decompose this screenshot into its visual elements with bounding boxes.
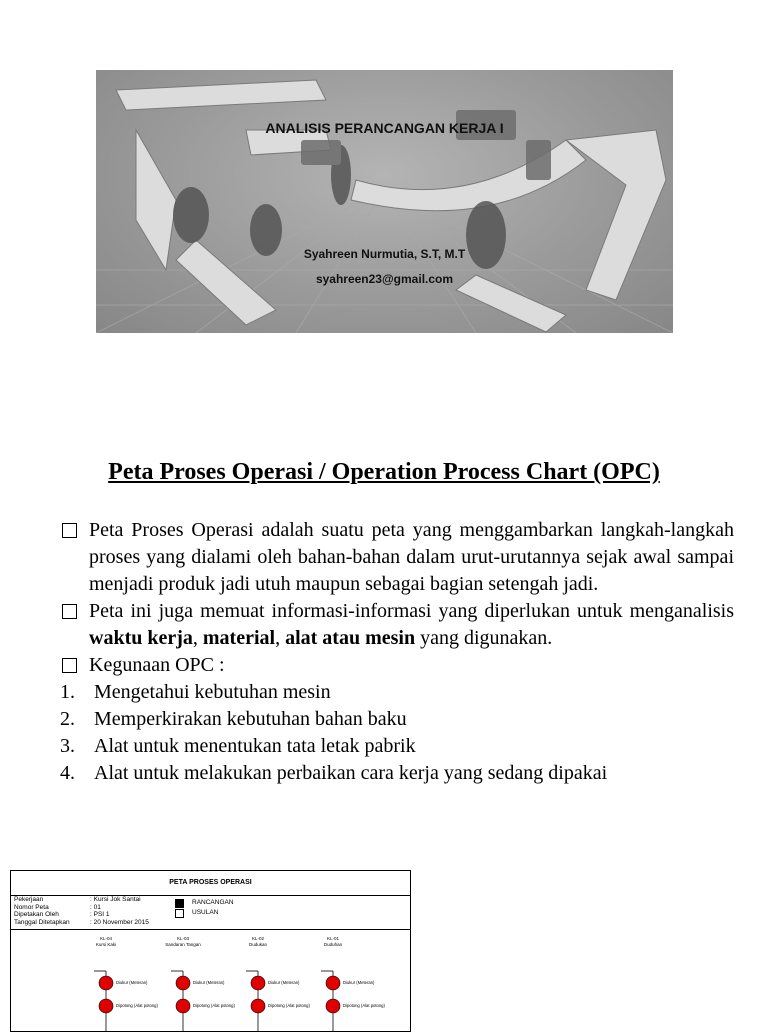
legend-swatch <box>175 909 184 918</box>
bullet-bold-term: waktu kerja <box>89 627 193 649</box>
item-number: 4. <box>60 762 75 784</box>
numbered-item <box>62 679 734 706</box>
slide-email: syahreen23@gmail.com <box>315 272 454 286</box>
opc-info-label: Nomor Peta <box>14 903 49 911</box>
numbered-item <box>62 760 734 787</box>
item-text: Mengetahui kebutuhan mesin <box>94 681 331 703</box>
checkbox-square-icon <box>62 604 77 619</box>
opc-operation-circle <box>326 999 340 1013</box>
opc-info-label: Dipetakan Oleh <box>14 911 59 918</box>
opc-operation-circle <box>99 976 113 990</box>
legend-item <box>175 908 234 918</box>
office-render-background <box>96 70 673 333</box>
opc-column-code: KL-04 <box>99 936 113 941</box>
slide-title: ANALISIS PERANCANGAN KERJA I <box>265 120 504 136</box>
opc-info-value: : 20 November 2015 <box>90 918 149 926</box>
opc-divider <box>11 929 410 930</box>
opc-operation-label: Diukur (Meteran) <box>116 980 148 985</box>
title-slide <box>96 70 673 333</box>
opc-process-diagram <box>11 931 410 1031</box>
slide-author: Syahreen Nurmutia, S.T, M.T <box>303 247 466 261</box>
opc-info-label: Pekerjaan <box>14 896 44 903</box>
opc-info-row <box>14 911 149 919</box>
bullet-item <box>62 598 734 652</box>
opc-operation-circle <box>99 999 113 1013</box>
opc-operation-label: Dipotong (Alat potong) <box>116 1003 158 1008</box>
bullet-item <box>62 652 734 679</box>
checkbox-square-icon <box>62 523 77 538</box>
opc-operation-label: Diukur (Meteran) <box>343 980 375 985</box>
legend-item <box>175 898 234 908</box>
opc-info-row <box>14 896 149 904</box>
opc-info-label: Tanggal Ditetapkan <box>14 918 70 926</box>
checkbox-square-icon <box>62 658 77 673</box>
legend-swatch <box>175 899 184 908</box>
item-number: 2. <box>60 708 75 730</box>
opc-operation-label: Dipotong (Alat potong) <box>193 1003 235 1008</box>
opc-column-code: KL-03 <box>176 936 190 941</box>
bullet-text-prefix: Peta ini juga memuat informasi-informasi yang diperlukan untuk menganalisis <box>89 600 734 622</box>
legend-label: RANCANGAN <box>192 899 234 906</box>
opc-operation-label: Dipotong (Alat potong) <box>343 1003 385 1008</box>
bullet-item <box>62 517 734 598</box>
opc-operation-circle <box>176 976 190 990</box>
opc-column-code: KL-01 <box>326 936 340 941</box>
opc-column-name: Duduhan <box>323 942 343 947</box>
opc-info-value: : 01 <box>90 903 101 911</box>
bullet-text: Peta Proses Operasi adalah suatu peta yang menggambarkan langkah-langkah proses yang dialami oleh bahan-bahan dalam urut-urutannya sejak awal sampai menjadi produk jadi utuh maupun sebagai bagian setengah jadi. <box>89 519 734 595</box>
opc-column-name: Dudukan <box>248 942 268 947</box>
bullet-text-suffix: yang digunakan. <box>415 627 553 649</box>
opc-operation-label: Dipotong (Alat potong) <box>268 1003 310 1008</box>
item-number: 3. <box>60 735 75 757</box>
opc-column-name: Kursi Kaki <box>95 942 117 947</box>
numbered-item <box>62 706 734 733</box>
opc-operation-label: Diukur (Meteran) <box>268 980 300 985</box>
opc-operation-circle <box>251 999 265 1013</box>
opc-column-name: Sandaran Tangan <box>165 942 201 947</box>
opc-info-value: : Kursi Jok Santai <box>90 896 141 903</box>
bullet-separator: , <box>275 627 286 649</box>
item-text: Alat untuk menentukan tata letak pabrik <box>94 735 416 757</box>
bullet-text: Kegunaan OPC : <box>89 654 225 676</box>
content-list <box>62 517 734 787</box>
numbered-item <box>62 733 734 760</box>
opc-operation-label: Diukur (Meteran) <box>193 980 225 985</box>
opc-info <box>14 896 149 926</box>
bullet-separator: , <box>192 627 203 649</box>
opc-column-code: KL-02 <box>251 936 265 941</box>
item-number: 1. <box>60 681 75 703</box>
opc-operation-circle <box>251 976 265 990</box>
opc-info-value: : PSI 1 <box>90 911 110 918</box>
opc-legend <box>175 898 234 918</box>
bullet-bold-term: alat atau mesin <box>285 627 416 649</box>
opc-chart <box>10 870 411 1032</box>
page-heading: Peta Proses Operasi / Operation Process Chart (OPC) <box>108 459 660 485</box>
opc-info-row <box>14 904 149 912</box>
opc-title: PETA PROSES OPERASI <box>11 871 410 896</box>
item-text: Alat untuk melakukan perbaikan cara kerja yang sedang dipakai <box>94 762 608 784</box>
legend-label: USULAN <box>192 909 219 916</box>
opc-operation-circle <box>326 976 340 990</box>
bullet-bold-term: material <box>202 627 276 649</box>
opc-operation-circle <box>176 999 190 1013</box>
item-text: Memperkirakan kebutuhan bahan baku <box>94 708 407 730</box>
opc-info-row <box>14 919 149 927</box>
